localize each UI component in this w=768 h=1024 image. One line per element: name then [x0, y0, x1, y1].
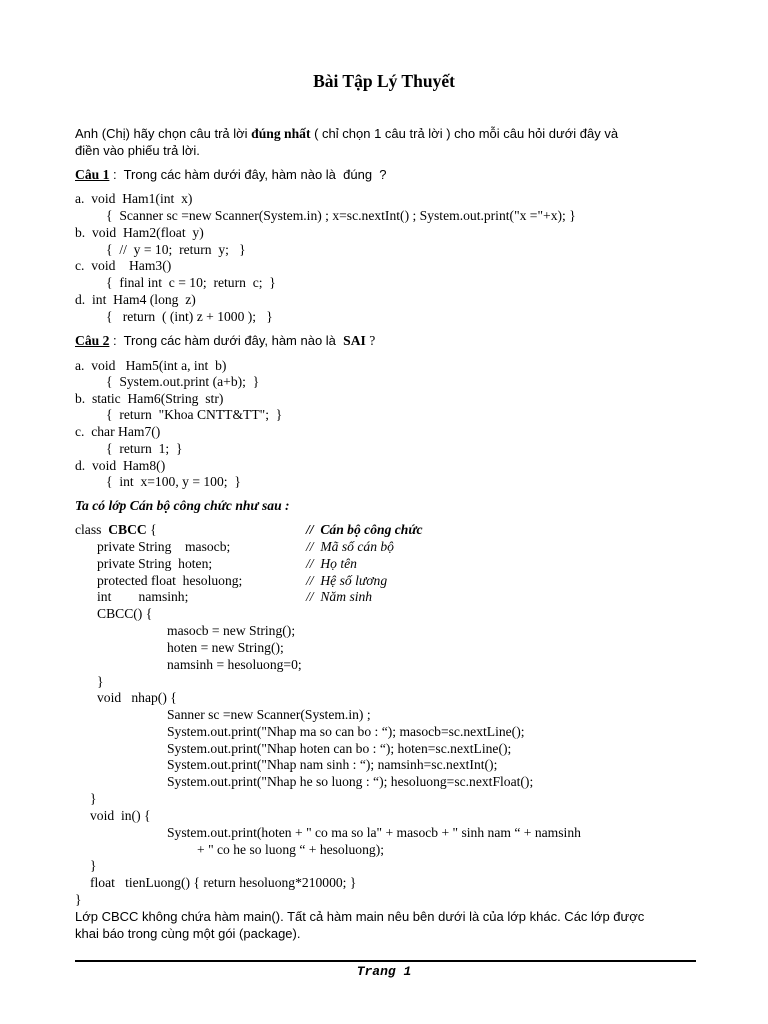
q1-option-c-body: { final int c = 10; return c; } [106, 275, 276, 290]
in-close: } [90, 858, 97, 873]
question-2-text-end: ? [365, 333, 376, 348]
method-nhap-head: void nhap() { [97, 690, 177, 705]
constructor-close: } [97, 674, 104, 689]
nhap-close: } [90, 791, 97, 806]
q2-option-c-body: { return 1; } [106, 441, 183, 456]
comment-slash: // [306, 589, 314, 604]
class-keyword: class [75, 522, 109, 537]
q1-option-a-body: { Scanner sc =new Scanner(System.in) ; x=sc.nextInt() ; System.out.print("x ="+x); } [106, 208, 576, 223]
q1-option-d-head: d. int Ham4 (long z) [75, 292, 196, 307]
field-namsinh-comment [306, 588, 372, 605]
class-close: } [75, 892, 82, 907]
footer-divider [75, 960, 696, 962]
field-hesoluong-comment [306, 572, 387, 589]
constructor-line: masocb = new String(); [167, 623, 296, 638]
constructor-line: hoten = new String(); [167, 640, 284, 655]
q2-option-b-head: b. static Ham6(String str) [75, 391, 224, 406]
comment-text: Mã số cán bộ [320, 539, 394, 554]
in-line-2: + " co he so luong “ + hesoluong); [197, 842, 385, 857]
question-2-emphasis: SAI [343, 333, 366, 348]
comment-slash: // [306, 573, 314, 588]
question-1-label: Câu 1 [75, 167, 110, 182]
page-title: Bài Tập Lý Thuyết [313, 71, 455, 91]
question-2 [75, 332, 375, 349]
class-comment [306, 521, 423, 538]
intro-text-cont: ( chỉ chọn 1 câu trả lời ) cho mỗi câu hỏi dưới đây và [310, 126, 619, 141]
q1-option-d-body: { return ( (int) z + 1000 ); } [106, 309, 273, 324]
question-2-text: : Trong các hàm dưới đây, hàm nào là [109, 333, 344, 348]
class-brace: { [146, 522, 157, 537]
q2-option-a-head: a. void Ham5(int a, int b) [75, 358, 227, 373]
q2-option-c-head: c. char Ham7() [75, 424, 161, 439]
comment-text: Năm sinh [320, 589, 373, 604]
section-heading: Ta có lớp Cán bộ công chức như sau : [75, 498, 290, 513]
outro-line-1: Lớp CBCC không chứa hàm main(). Tất cả hàm main nêu bên dưới là của lớp khác. Các lớp được [75, 909, 645, 924]
comment-text: Cán bộ công chức [320, 522, 423, 537]
nhap-line: Sanner sc =new Scanner(System.in) ; [167, 707, 371, 722]
intro-emphasis: đúng nhất [251, 126, 311, 141]
comment-slash: // [306, 522, 314, 537]
constructor-head: CBCC() { [97, 606, 153, 621]
nhap-line: System.out.print("Nhap nam sinh : “); namsinh=sc.nextInt(); [167, 757, 498, 772]
nhap-line: System.out.print("Nhap hoten can bo : “); hoten=sc.nextLine(); [167, 741, 512, 756]
nhap-line: System.out.print("Nhap ma so can bo : “); masocb=sc.nextLine(); [167, 724, 525, 739]
q1-option-b-head: b. void Ham2(float y) [75, 225, 204, 240]
comment-text: Hệ số lương [320, 573, 388, 588]
class-declaration [75, 521, 157, 538]
intro-line-2: điền vào phiếu trả lời. [75, 143, 200, 158]
field-masocb-comment [306, 538, 394, 555]
outro-line-2: khai báo trong cùng một gói (package). [75, 926, 301, 941]
intro-line-1 [75, 125, 618, 142]
question-1-text: : Trong các hàm dưới đây, hàm nào là đúng ? [109, 167, 387, 182]
class-name: CBCC [108, 522, 147, 537]
method-in-head: void in() { [90, 808, 151, 823]
q1-option-b-body: { // y = 10; return y; } [106, 242, 246, 257]
page-footer: Trang 1 [356, 964, 412, 979]
field-hesoluong: protected float hesoluong; [97, 573, 243, 588]
question-1 [75, 166, 387, 183]
method-tienluong: float tienLuong() { return hesoluong*210000; } [90, 875, 357, 890]
q2-option-d-head: d. void Ham8() [75, 458, 166, 473]
q1-option-a-head: a. void Ham1(int x) [75, 191, 193, 206]
q2-option-b-body: { return "Khoa CNTT&TT"; } [106, 407, 283, 422]
q2-option-a-body: { System.out.print (a+b); } [106, 374, 260, 389]
question-2-label: Câu 2 [75, 333, 110, 348]
comment-slash: // [306, 539, 314, 554]
field-masocb: private String masocb; [97, 539, 231, 554]
field-hoten: private String hoten; [97, 556, 213, 571]
q2-option-d-body: { int x=100, y = 100; } [106, 474, 241, 489]
q1-option-c-head: c. void Ham3() [75, 258, 172, 273]
nhap-line: System.out.print("Nhap he so luong : “); hesoluong=sc.nextFloat(); [167, 774, 534, 789]
constructor-line: namsinh = hesoluong=0; [167, 657, 302, 672]
intro-text: Anh (Chị) hãy chọn câu trả lời [75, 126, 252, 141]
field-namsinh: int namsinh; [97, 589, 189, 604]
comment-text: Họ tên [320, 556, 357, 571]
in-line-1: System.out.print(hoten + " co ma so la" + masocb + " sinh nam “ + namsinh [167, 825, 581, 840]
comment-slash: // [306, 556, 314, 571]
field-hoten-comment [306, 555, 357, 572]
